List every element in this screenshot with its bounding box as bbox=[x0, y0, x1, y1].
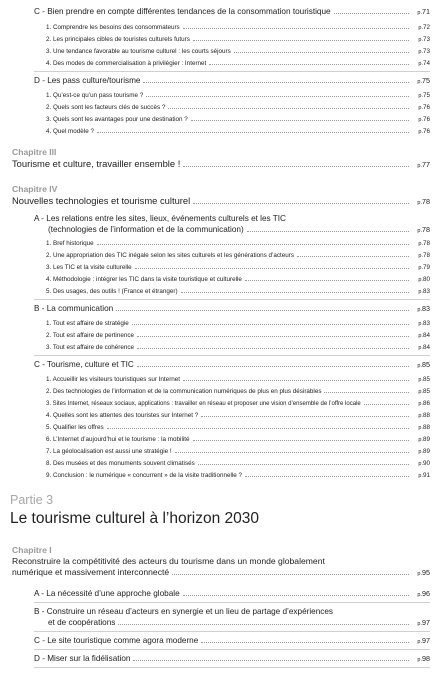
leader-dots bbox=[133, 660, 409, 661]
page-number: 86 bbox=[422, 400, 430, 407]
toc-entry-section-c[interactable] bbox=[34, 360, 430, 369]
page-prefix: p. bbox=[418, 413, 423, 419]
toc-subentry[interactable] bbox=[46, 472, 430, 479]
page-prefix: p. bbox=[418, 61, 423, 67]
divider bbox=[34, 631, 430, 632]
page-number: 73 bbox=[422, 36, 430, 43]
page-prefix: p. bbox=[418, 333, 423, 339]
page-prefix: p. bbox=[418, 473, 423, 479]
entry-title: B - La communication bbox=[34, 304, 114, 313]
entry-title: 2. Des technologies de l’information et de la communication numériques de plus en plus désirables bbox=[46, 388, 322, 395]
page-number: 98 bbox=[422, 654, 430, 663]
leader-dots bbox=[143, 82, 409, 83]
leader-dots bbox=[201, 642, 409, 643]
entry-title: D - Miser sur la fidélisation bbox=[34, 654, 131, 663]
entry-title: 2. Tout est affaire de pertinence bbox=[46, 332, 134, 339]
page-prefix: p. bbox=[418, 25, 423, 31]
entry-title: (technologies de l’information et de la communication) bbox=[48, 225, 244, 234]
page-prefix: p. bbox=[417, 10, 422, 16]
page-number: 84 bbox=[422, 344, 430, 351]
page-prefix: p. bbox=[417, 571, 422, 577]
entry-title: 1. Comprendre les besoins des consommateurs bbox=[46, 24, 180, 31]
entry-title: C - Le site touristique comme agora moderne bbox=[34, 636, 199, 645]
toc-subentry[interactable] bbox=[46, 332, 430, 339]
page-number: 95 bbox=[422, 568, 430, 577]
entry-title-line[interactable]: A - Les relations entre les sites, lieux, événements culturels et les TIC bbox=[34, 214, 286, 223]
entry-title: 2. Quels sont les facteurs clés de succès ? bbox=[46, 104, 166, 111]
leader-dots bbox=[107, 428, 409, 429]
page-number: 89 bbox=[422, 436, 430, 443]
leader-dots bbox=[209, 64, 409, 65]
toc-entry-section-d[interactable] bbox=[34, 76, 430, 85]
leader-dots bbox=[137, 336, 409, 337]
leader-dots bbox=[193, 440, 409, 441]
leader-dots bbox=[234, 52, 409, 53]
divider bbox=[34, 649, 430, 650]
leader-dots bbox=[97, 244, 409, 245]
toc-subentry[interactable] bbox=[46, 388, 430, 395]
entry-title: 6. L’Internet d’aujourd’hui et le tourisme : la mobilité bbox=[46, 436, 190, 443]
chapter-label: Chapitre IV bbox=[12, 184, 58, 194]
entry-title: C - Tourisme, culture et TIC bbox=[34, 360, 134, 369]
page-number: 84 bbox=[422, 332, 430, 339]
leader-dots bbox=[297, 256, 409, 257]
page-number: 73 bbox=[422, 48, 430, 55]
leader-dots bbox=[116, 310, 409, 311]
entry-title: C - Bien prendre en compte différentes tendances de la consommation touristique bbox=[34, 7, 331, 16]
leader-dots bbox=[364, 404, 409, 405]
page-prefix: p. bbox=[417, 79, 422, 85]
page-prefix: p. bbox=[418, 277, 423, 283]
page-prefix: p. bbox=[417, 657, 422, 663]
page-number: 83 bbox=[422, 304, 430, 313]
toc-subentry[interactable] bbox=[46, 448, 430, 455]
toc-subentry[interactable] bbox=[46, 252, 430, 259]
toc-subentry[interactable] bbox=[46, 128, 430, 135]
page-prefix: p. bbox=[418, 389, 423, 395]
toc-subentry[interactable] bbox=[46, 264, 430, 271]
page-prefix: p. bbox=[418, 321, 423, 327]
divider bbox=[34, 602, 430, 603]
page-number: 83 bbox=[422, 320, 430, 327]
leader-dots bbox=[183, 28, 409, 29]
page-prefix: p. bbox=[418, 37, 423, 43]
leader-dots bbox=[193, 40, 409, 41]
entry-title: 1. Accueillir les visiteurs touristiques sur Internet bbox=[46, 376, 181, 383]
chapter-label: Chapitre III bbox=[12, 147, 57, 157]
toc-subentry[interactable] bbox=[46, 48, 430, 55]
page-prefix: p. bbox=[418, 461, 423, 467]
toc-subentry[interactable] bbox=[46, 320, 430, 327]
toc-chapter-entry[interactable] bbox=[12, 195, 430, 206]
page-prefix: p. bbox=[418, 401, 423, 407]
entry-title: D - Les pass culture/tourisme bbox=[34, 76, 141, 85]
entry-title: et de coopérations bbox=[48, 618, 116, 627]
page-number: 89 bbox=[422, 448, 430, 455]
leader-dots bbox=[193, 203, 409, 204]
page-prefix: p. bbox=[417, 363, 422, 369]
page-prefix: p. bbox=[417, 200, 422, 206]
toc-subentry[interactable] bbox=[46, 288, 430, 295]
leader-dots bbox=[175, 452, 409, 453]
toc-chapter-entry[interactable] bbox=[12, 567, 430, 577]
page-number: 77 bbox=[422, 160, 430, 169]
entry-title: 4. Quel modèle ? bbox=[46, 128, 94, 135]
page-number: 83 bbox=[422, 288, 430, 295]
toc-entry-section-d[interactable] bbox=[34, 654, 430, 663]
toc-subentry[interactable] bbox=[46, 92, 430, 99]
leader-dots bbox=[183, 166, 409, 167]
page-prefix: p. bbox=[417, 163, 422, 169]
page-number: 80 bbox=[422, 276, 430, 283]
entry-title: 7. La géolocalisation est aussi une stratégie ! bbox=[46, 448, 172, 455]
page-prefix: p. bbox=[418, 49, 423, 55]
chapter-title: Nouvelles technologies et tourisme culturel bbox=[12, 195, 191, 206]
page-number: 90 bbox=[422, 460, 430, 467]
page-number: 76 bbox=[422, 116, 430, 123]
toc-entry-section-c[interactable] bbox=[34, 636, 430, 645]
page-prefix: p. bbox=[417, 639, 422, 645]
page-number: 96 bbox=[422, 589, 430, 598]
page-number: 78 bbox=[422, 240, 430, 247]
entry-title: 3. Une tendance favorable au tourisme culturel : les courts séjours bbox=[46, 48, 231, 55]
entry-title: 3. Les TIC et la visite culturelle bbox=[46, 264, 132, 271]
page-prefix: p. bbox=[418, 265, 423, 271]
page-prefix: p. bbox=[417, 592, 422, 598]
page-number: 76 bbox=[422, 104, 430, 111]
leader-dots bbox=[191, 120, 409, 121]
part-label: Partie 3 bbox=[10, 493, 54, 507]
toc-subentry[interactable] bbox=[46, 24, 430, 31]
page-number: 85 bbox=[422, 376, 430, 383]
leader-dots bbox=[135, 268, 409, 269]
divider bbox=[34, 667, 430, 668]
page-number: 75 bbox=[422, 92, 430, 99]
page-prefix: p. bbox=[418, 345, 423, 351]
divider bbox=[34, 299, 430, 300]
part-title: Le tourisme culturel à l’horizon 2030 bbox=[10, 510, 259, 527]
toc-subentry[interactable] bbox=[46, 412, 430, 419]
entry-title: 3. Sites Internet, réseaux sociaux, applications : travailler en réseau et proposer une vision d’ensemble de l’offre locale bbox=[46, 401, 361, 407]
entry-title: 1. Tout est affaire de stratégie bbox=[46, 320, 129, 327]
toc-subentry[interactable] bbox=[46, 36, 430, 43]
toc-entry-section-a[interactable] bbox=[48, 225, 430, 234]
toc-subentry[interactable] bbox=[46, 400, 430, 407]
chapter-label: Chapitre I bbox=[12, 545, 52, 555]
toc-subentry[interactable] bbox=[46, 276, 430, 283]
page-number: 78 bbox=[422, 252, 430, 259]
page-number: 85 bbox=[422, 360, 430, 369]
leader-dots bbox=[324, 392, 409, 393]
entry-title: 5. Qualifier les offres bbox=[46, 424, 104, 431]
leader-dots bbox=[137, 366, 409, 367]
divider bbox=[34, 71, 430, 72]
page-number: 97 bbox=[422, 618, 430, 627]
toc-subentry[interactable] bbox=[46, 376, 430, 383]
leader-dots bbox=[183, 380, 409, 381]
entry-title: A - La nécessité d’une approche globale bbox=[34, 589, 180, 598]
toc-chapter-entry[interactable] bbox=[12, 158, 430, 169]
entry-title: 2. Une appropriation des TIC inégale selon les sites culturels et les générations d’acteurs bbox=[46, 252, 295, 259]
leader-dots bbox=[168, 108, 409, 109]
leader-dots bbox=[245, 476, 409, 477]
page-prefix: p. bbox=[418, 377, 423, 383]
page-prefix: p. bbox=[418, 253, 423, 259]
page-number: 75 bbox=[422, 76, 430, 85]
page-number: 78 bbox=[422, 197, 430, 206]
page-prefix: p. bbox=[418, 129, 423, 135]
entry-title: 8. Des musées et des monuments souvent climatisés bbox=[46, 460, 195, 467]
page-number: 85 bbox=[422, 388, 430, 395]
chapter-title-line[interactable]: Reconstruire la compétitivité des acteurs du tourisme dans un monde globalement bbox=[12, 556, 325, 566]
leader-dots bbox=[245, 280, 409, 281]
entry-title-line[interactable]: B - Construire un réseau d’acteurs en synergie et un lieu de partage d’expériences bbox=[34, 607, 334, 616]
leader-dots bbox=[97, 132, 409, 133]
page-prefix: p. bbox=[417, 621, 422, 627]
page-number: 88 bbox=[422, 424, 430, 431]
page-prefix: p. bbox=[417, 228, 422, 234]
page-number: 91 bbox=[422, 472, 430, 479]
entry-title: 1. Qu’est-ce qu’un pass tourisme ? bbox=[46, 92, 144, 99]
entry-title: 4. Quelles sont les attentes des touristes sur Internet ? bbox=[46, 412, 199, 419]
leader-dots bbox=[183, 595, 409, 596]
page-number: 72 bbox=[422, 24, 430, 31]
toc-entry-section-a[interactable] bbox=[34, 589, 430, 598]
entry-title: 9. Conclusion : le numérique « concurrent » de la visite traditionnelle ? bbox=[46, 472, 243, 479]
chapter-title: Tourisme et culture, travailler ensemble ! bbox=[12, 158, 181, 169]
entry-title: 3. Tout est affaire de cohérence bbox=[46, 344, 134, 351]
toc-subentry[interactable] bbox=[46, 460, 430, 467]
page-number: 76 bbox=[422, 128, 430, 135]
entry-title: 3. Quels sont les avantages pour une destination ? bbox=[46, 116, 188, 123]
entry-title: 1. Bref historique bbox=[46, 240, 94, 247]
page-prefix: p. bbox=[418, 241, 423, 247]
page-number: 88 bbox=[422, 412, 430, 419]
page-prefix: p. bbox=[418, 117, 423, 123]
toc-entry-section-c[interactable] bbox=[34, 7, 430, 16]
page-number: 79 bbox=[422, 264, 430, 271]
page-prefix: p. bbox=[417, 307, 422, 313]
toc-subentry[interactable] bbox=[46, 424, 430, 431]
toc-subentry[interactable] bbox=[46, 240, 430, 247]
page-number: 78 bbox=[422, 225, 430, 234]
leader-dots bbox=[334, 13, 409, 14]
leader-dots bbox=[137, 348, 409, 349]
leader-dots bbox=[247, 231, 409, 232]
entry-title: 4. Des modes de commercialisation à privilégier : Internet bbox=[46, 60, 207, 67]
entry-title: 2. Les principales cibles de touristes culturels futurs bbox=[46, 36, 190, 43]
page-number: 97 bbox=[422, 636, 430, 645]
page-prefix: p. bbox=[418, 105, 423, 111]
leader-dots bbox=[198, 464, 409, 465]
divider bbox=[34, 355, 430, 356]
page-prefix: p. bbox=[418, 289, 423, 295]
page-prefix: p. bbox=[418, 449, 423, 455]
leader-dots bbox=[172, 574, 409, 575]
leader-dots bbox=[118, 624, 409, 625]
leader-dots bbox=[146, 96, 409, 97]
page-prefix: p. bbox=[418, 437, 423, 443]
entry-title: 5. Des usages, des outils ! (France et étranger) bbox=[46, 288, 178, 295]
page-number: 71 bbox=[422, 7, 430, 16]
entry-title: 4. Méthodologie : intégrer les TIC dans la visite touristique et culturelle bbox=[46, 276, 242, 283]
toc-subentry[interactable] bbox=[46, 60, 430, 67]
page-prefix: p. bbox=[418, 425, 423, 431]
toc-subentry[interactable] bbox=[46, 116, 430, 123]
chapter-title: numérique et massivement interconnecté bbox=[12, 567, 170, 577]
page-prefix: p. bbox=[418, 93, 423, 99]
toc-subentry[interactable] bbox=[46, 344, 430, 351]
leader-dots bbox=[132, 324, 409, 325]
leader-dots bbox=[201, 416, 409, 417]
leader-dots bbox=[181, 292, 409, 293]
toc-entry-section-b[interactable] bbox=[34, 304, 430, 313]
toc-subentry[interactable] bbox=[46, 104, 430, 111]
toc-subentry[interactable] bbox=[46, 436, 430, 443]
page-number: 74 bbox=[422, 60, 430, 67]
toc-entry-section-b[interactable] bbox=[48, 618, 430, 627]
